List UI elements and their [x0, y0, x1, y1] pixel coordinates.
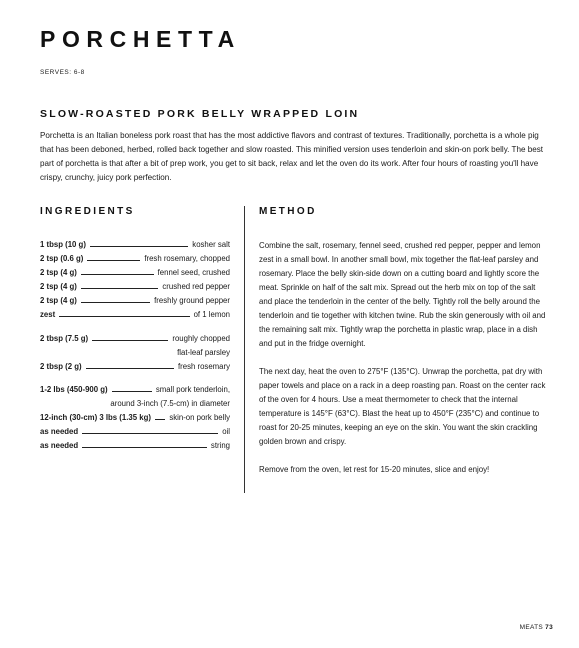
method-step: Remove from the oven, let rest for 15-20 minutes, slice and enjoy! — [259, 465, 490, 474]
ingredient-quantity: 2 tsp (0.6 g) — [40, 254, 84, 264]
page-number: 73 — [545, 624, 553, 631]
fill-line — [86, 360, 174, 369]
ingredients-heading: INGREDIENTS — [40, 206, 135, 217]
ingredient-name: kosher salt — [192, 240, 230, 249]
ingredient-name: fresh rosemary — [178, 361, 230, 371]
fill-line — [87, 252, 140, 261]
ingredient-name: of 1 lemon — [193, 310, 230, 320]
ingredient-name: freshly ground pepper — [154, 296, 230, 306]
ingredient-quantity: 2 tsp (4 g) — [40, 282, 77, 292]
fill-line — [81, 280, 159, 289]
ingredient-name: skin-on pork belly — [169, 413, 230, 423]
recipe-title: PORCHETTA — [40, 26, 241, 52]
ingredient-name: roughly chopped — [172, 333, 230, 343]
fill-line — [59, 308, 189, 317]
ingredient-continuation — [40, 346, 230, 360]
fill-line — [90, 238, 188, 247]
fill-line — [92, 332, 168, 341]
ingredient-quantity: as needed — [40, 441, 79, 451]
fill-line — [112, 383, 152, 392]
page-footer — [520, 624, 553, 631]
ingredient-quantity: 1-2 lbs (450-900 g) — [40, 384, 108, 394]
ingredient-row — [40, 360, 230, 374]
ingredient-quantity: 2 tbsp (7.5 g) — [40, 333, 89, 343]
fill-line — [81, 266, 154, 275]
ingredient-name: oil — [222, 427, 230, 437]
fill-line — [82, 439, 207, 448]
recipe-subtitle: SLOW-ROASTED PORK BELLY WRAPPED LOIN — [40, 108, 360, 120]
ingredient-name: fennel seed, crushed — [157, 268, 230, 278]
ingredient-quantity: 1 tbsp (10 g) — [40, 240, 86, 249]
ingredient-quantity: 2 tsp (4 g) — [40, 296, 77, 306]
fill-line — [82, 425, 218, 434]
column-divider — [244, 206, 245, 493]
ingredient-name: crushed red pepper — [162, 282, 230, 292]
ingredient-row — [40, 266, 230, 280]
ingredient-name: fresh rosemary, chopped — [144, 254, 230, 264]
ingredient-row — [40, 439, 230, 453]
ingredient-row — [40, 294, 230, 308]
ingredient-quantity: zest — [40, 310, 56, 320]
ingredient-name: string — [210, 441, 230, 451]
ingredient-row — [40, 411, 230, 425]
ingredient-quantity: 2 tsp (4 g) — [40, 268, 77, 278]
method-step: Combine the salt, rosemary, fennel seed, crushed red pepper, pepper and lemon zest in a small bowl. In another small bowl, mix together the flat-leaf parsley and rosemary. Place the belly skin-side down on a cutting board and lightly score the meat. Sprinkle on half of the salt mix. Spread out the herb mix on top of the salt and place the tenderloin in the center of the belly. Tightly roll the belly around the tenderloin and tie together with kitchen twine. Rub the skin generously with oil and the remaining salt mix. Tightly wrap the porchetta in plastic wrap, place in a dish and put in the fridge overnight. — [259, 241, 546, 348]
method-heading: METHOD — [259, 206, 317, 217]
group-spacer — [40, 374, 230, 383]
ingredient-row — [40, 308, 230, 322]
ingredient-quantity: as needed — [40, 427, 79, 437]
ingredient-row — [40, 383, 230, 397]
ingredient-name-cont: flat-leaf parsley — [177, 347, 230, 357]
ingredient-quantity: 2 tbsp (2 g) — [40, 361, 82, 371]
ingredients-list — [40, 238, 230, 453]
ingredient-quantity: 12-inch (30-cm) 3 lbs (1.35 kg) — [40, 413, 151, 423]
method-step: The next day, heat the oven to 275°F (135°C). Unwrap the porchetta, pat dry with paper towels and place on a rack in a deep roasting pan. Roast on the center rack of the oven for 4 hours. Use a meat thermometer to check that the internal temperature is 145°F (63°C). Blast the heat up to 450°F (235°C) and continue to roast for 20-25 minutes, keeping an eye on the skin. You want the skin crackling golden brown and crispy. — [259, 367, 546, 446]
footer-section: MEATS — [519, 624, 544, 631]
ingredient-continuation — [40, 397, 230, 411]
serves-label: SERVES: 6-8 — [40, 69, 85, 76]
fill-line — [81, 294, 150, 303]
group-spacer — [40, 323, 230, 332]
method-section — [259, 239, 550, 491]
ingredient-row — [40, 252, 230, 266]
ingredient-row — [40, 280, 230, 294]
ingredient-row — [40, 332, 230, 346]
ingredient-name: small pork tenderloin, — [155, 384, 230, 394]
recipe-intro: Porchetta is an Italian boneless pork roast that has the most addictive flavors and contrast of textures. Traditionally, porchetta is a whole pig that has been deboned, herbed, rolled back together and slow roasted. This minified version uses tenderloin and skin-on pork belly. The best part of porchetta is that after a bit of prep work, you get to sit back, relax and let the oven do its work. After four hours of roasting you'll have crispy, crunchy, juicy pork perfection. — [40, 131, 544, 183]
ingredient-row — [40, 425, 230, 439]
ingredient-name-cont: around 3-inch (7.5-cm) in diameter — [110, 398, 230, 408]
ingredient-row — [40, 238, 230, 252]
fill-line — [155, 411, 165, 420]
